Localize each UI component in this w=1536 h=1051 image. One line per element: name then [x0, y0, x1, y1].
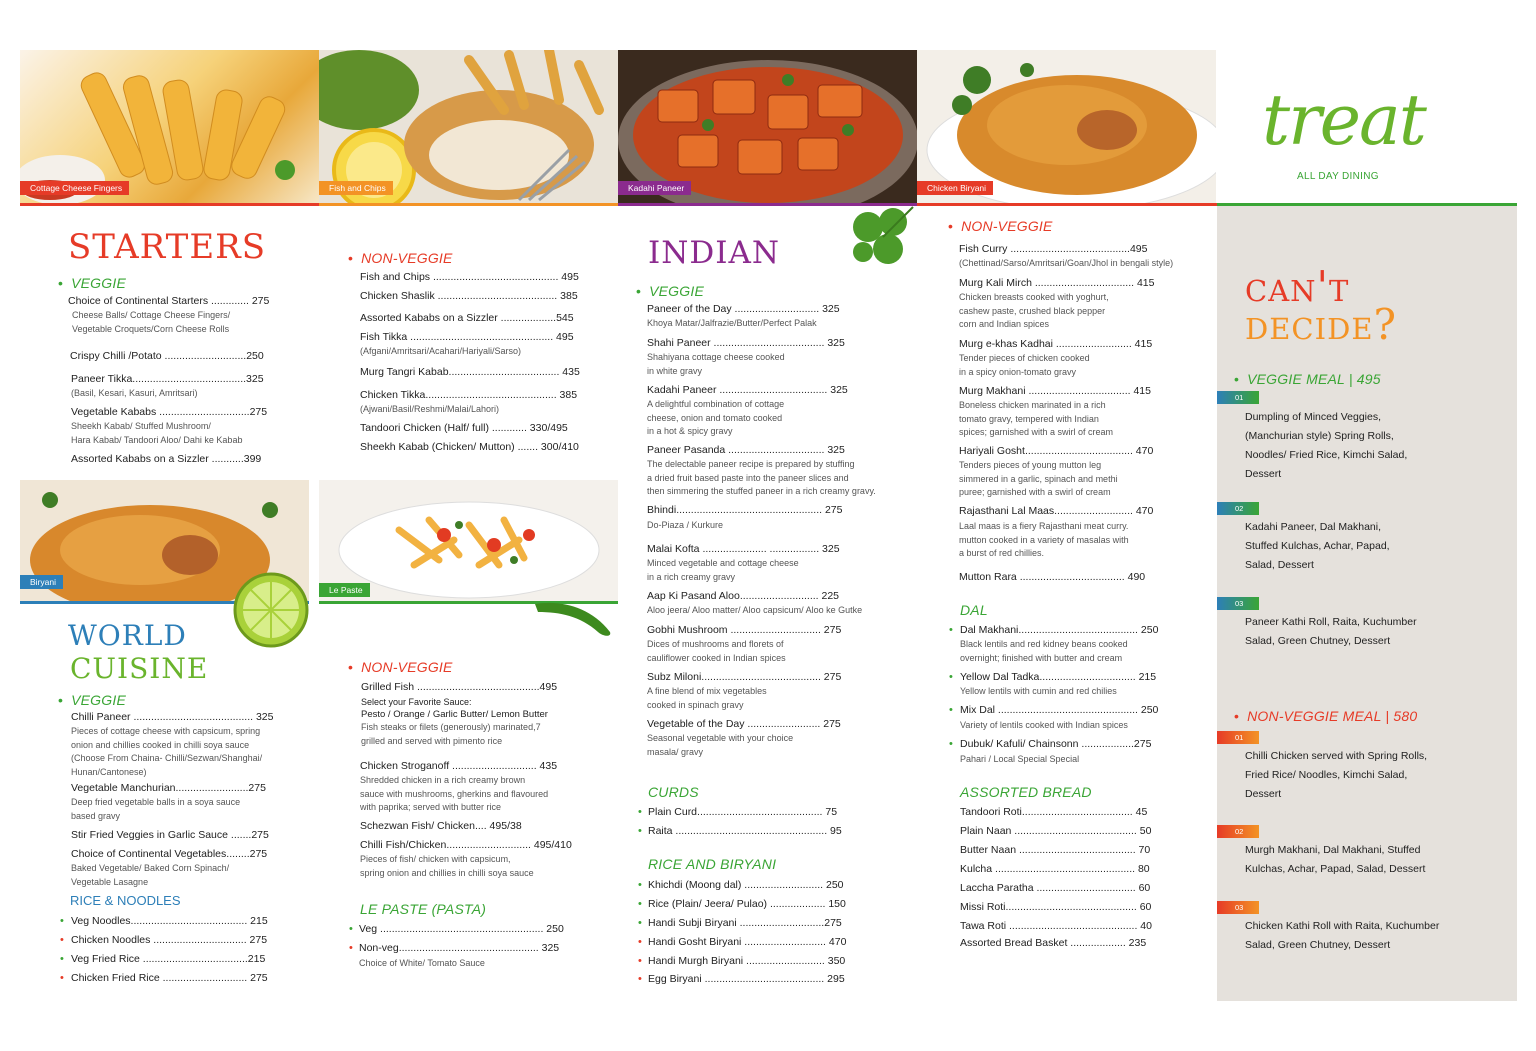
dal-title: DAL [960, 602, 988, 618]
color-bar [917, 203, 1217, 206]
menu-item: Egg Biryani ......................................... 295 [648, 973, 845, 985]
menu-item: Veg ........................................................ 250 [359, 923, 564, 935]
bullet: • [1234, 708, 1240, 724]
cant-decide-heading-2: decide? [1245, 300, 1398, 349]
menu-item: Murg Tangri Kabab...................................... 435 [360, 366, 580, 378]
world-nonveg-title [348, 659, 453, 675]
menu-item: Vegetable Kababs ...............................275 [71, 406, 268, 418]
bullet: • [349, 942, 353, 954]
meal-description: Murgh Makhani, Dal Makhani, Stuffed Kulchas, Achar, Papad, Salad, Dessert [1245, 844, 1426, 875]
world-heading-1: world [68, 609, 187, 655]
chilli-decoration [530, 592, 620, 642]
brand-name: treat [1262, 79, 1425, 161]
photo-caption: Cottage Cheese Fingers [20, 181, 129, 195]
bullet: • [638, 879, 642, 891]
color-bar [20, 203, 319, 206]
menu-item: Veg Fried Rice ....................................215 [71, 953, 266, 965]
menu-item-desc: Do-Piaza / Kurkure [647, 520, 724, 530]
bullet: • [949, 704, 953, 716]
meal-number: 01 [1217, 391, 1259, 404]
menu-item: Tandoori Roti...................................... 45 [960, 806, 1148, 818]
bullet: • [948, 218, 954, 234]
bullet: • [1234, 371, 1240, 387]
menu-item-desc: Aloo jeera/ Aloo matter/ Aloo capsicum/ Aloo ke Gutke [647, 605, 863, 615]
photo-caption: Chicken Biryani [917, 181, 993, 195]
starters-veg-title [58, 275, 126, 291]
meal-number: 03 [1217, 901, 1259, 914]
menu-item-desc: Pieces of fish/ chicken with capsicum, spring onion and chillies in chilli soya sauce [360, 854, 534, 878]
starters-nonveg-title [348, 250, 453, 266]
nonveg-meal-label: NON-VEGGIE MEAL | 580 [1247, 708, 1418, 724]
starters-veg-label: VEGGIE [71, 275, 126, 291]
color-bar [319, 203, 618, 206]
menu-item: Vegetable of the Day ......................... 275 [647, 718, 841, 730]
menu-item: Choice of Continental Starters ............. 275 [68, 295, 270, 307]
photo-cottage-cheese-fingers [20, 50, 319, 203]
photo-caption: Le Paste [319, 583, 370, 597]
menu-item: Paneer Pasanda ................................. 325 [647, 444, 845, 456]
menu-item: Malai Kofta ...................... ................. 325 [647, 543, 840, 555]
menu-item-desc: Baked Vegetable/ Baked Corn Spinach/ Vegetable Lasagne [71, 863, 230, 887]
photo-caption: Kadahi Paneer [618, 181, 691, 195]
menu-item: Mutton Rara .................................... 490 [959, 571, 1146, 583]
starters-heading: starters [68, 214, 267, 270]
menu-item: Gobhi Mushroom ............................... 275 [647, 624, 842, 636]
bullet: • [949, 671, 953, 683]
menu-item: Handi Murgh Biryani ........................... 350 [648, 955, 846, 967]
bullet: • [638, 973, 642, 985]
meal-number: 01 [1217, 731, 1259, 744]
indian-veg-label: VEGGIE [649, 283, 704, 299]
menu-item-desc: (Ajwani/Basil/Reshmi/Malai/Lahori) [360, 404, 500, 414]
menu-item: Paneer Tikka.......................................325 [71, 373, 264, 385]
menu-item: Kadahi Paneer ..................................... 325 [647, 384, 848, 396]
world-nonveg-label: NON-VEGGIE [361, 659, 453, 675]
nonveg-meal-title [1234, 708, 1417, 724]
bullet: • [638, 898, 642, 910]
menu-item-desc: (Afgani/Amritsari/Acahari/Hariyali/Sarso) [360, 346, 522, 356]
veg-meal-label: VEGGIE MEAL | 495 [1247, 371, 1381, 387]
menu-item: Fish Curry .........................................495 [959, 243, 1148, 255]
menu-item: Choice of Continental Vegetables........275 [71, 848, 268, 860]
menu-item: Subz Miloni......................................... 275 [647, 671, 842, 683]
photo-chicken-biryani [917, 50, 1216, 203]
menu-item-desc: The delectable paneer recipe is prepared by stuffing a dried fruit based paste into the paneer slices and then simmering the stuffed paneer in a rich creamy gravy. [647, 459, 876, 496]
menu-item: Butter Naan ........................................ 70 [960, 844, 1151, 856]
menu-item-desc: Boneless chicken marinated in a rich tomato gravy, tempered with Indian spices; garnished with a swirl of cream [959, 400, 1114, 437]
menu-item: Chicken Fried Rice ............................. 275 [71, 972, 268, 984]
menu-item-desc: Pahari / Local Special Special [960, 754, 1080, 764]
bullet: • [58, 275, 64, 291]
menu-item: Veg Noodles........................................ 215 [71, 915, 268, 927]
menu-item: Stir Fried Veggies in Garlic Sauce .......275 [71, 829, 269, 841]
menu-item: Paneer of the Day ............................. 325 [647, 303, 840, 315]
menu-item-desc: Tenders pieces of young mutton leg simmered in a garlic, spinach and methi puree; garnished with a swirl of cream [959, 460, 1118, 497]
meal-number: 03 [1217, 597, 1259, 610]
menu-item: Fish Tikka ................................................. 495 [360, 331, 574, 343]
meal-description: Paneer Kathi Roll, Raita, Kuchumber Salad, Green Chutney, Dessert [1245, 616, 1417, 647]
lime-decoration [231, 570, 311, 650]
bullet: • [638, 936, 642, 948]
meal-description: Chilli Chicken served with Spring Rolls, Fried Rice/ Noodles, Kimchi Salad, Dessert [1245, 750, 1428, 800]
menu-item: Chicken Noodles ................................ 275 [71, 934, 268, 946]
menu-item: Murg Kali Mirch .................................. 415 [959, 277, 1155, 289]
photo-caption: Biryani [20, 575, 63, 589]
menu-item-desc: Shredded chicken in a rich creamy brown sauce with mushrooms, gherkins and flavoured with paprika; served with butter rice [360, 775, 549, 812]
menu-item: Grilled Fish ..........................................495 [361, 681, 558, 693]
brand-tagline: ALL DAY DINING [1297, 171, 1379, 182]
bullet: • [949, 624, 953, 636]
meal-description: Dumpling of Minced Veggies, (Manchurian style) Spring Rolls, Noodles/ Fried Rice, Kimchi Salad, Dessert [1245, 411, 1408, 480]
menu-item-desc: Sheekh Kabab/ Stuffed Mushroom/ Hara Kabab/ Tandoori Aloo/ Dahi ke Kabab [71, 421, 243, 445]
menu-item: Yellow Dal Tadka................................. 215 [960, 671, 1157, 683]
world-heading-2: cuisine [70, 642, 209, 688]
menu-item-desc: Seasonal vegetable with your choice masala/ gravy [647, 733, 794, 757]
pasta-title: LE PASTE (PASTA) [360, 901, 487, 917]
bullet: • [638, 825, 642, 837]
menu-item: Chilli Paneer ......................................... 325 [71, 711, 274, 723]
menu-item: Handi Subji Biryani .............................275 [648, 917, 842, 929]
menu-item-desc: Laal maas is a fiery Rajasthani meat curry. mutton cooked in a variety of masalas with a burst of red chillies. [959, 521, 1129, 558]
indian-heading: indian [648, 223, 780, 274]
menu-item: Hariyali Gosht..................................... 470 [959, 445, 1154, 457]
menu-item: Rajasthani Lal Maas........................... 470 [959, 505, 1154, 517]
menu-item: Crispy Chilli /Potato ............................250 [70, 350, 264, 362]
bullet: • [638, 917, 642, 929]
menu-item: Rice (Plain/ Jeera/ Pulao) ................... 150 [648, 898, 846, 910]
indian-veg-title [636, 283, 704, 299]
rice-noodles-title: RICE & NOODLES [70, 893, 181, 908]
photo-caption: Fish and Chips [319, 181, 393, 195]
menu-item: Dubuk/ Kafuli/ Chainsonn ..................275 [960, 738, 1152, 750]
menu-item-desc: A fine blend of mix vegetables cooked in spinach gravy [647, 686, 767, 710]
menu-item: Chicken Shaslik ......................................... 385 [360, 290, 578, 302]
menu-item: Chilli Fish/Chicken............................. 495/410 [360, 839, 572, 851]
meal-description: Kadahi Paneer, Dal Makhani, Stuffed Kulchas, Achar, Papad, Salad, Dessert [1245, 521, 1390, 571]
bullet: • [638, 806, 642, 818]
menu-item-desc: Fish steaks or filets (generously) marinated,7 grilled and served with pimento rice [361, 722, 541, 746]
bullet: • [58, 692, 64, 708]
menu-item-desc: Chicken breasts cooked with yoghurt, cashew paste, crushed black pepper corn and Indian spices [959, 292, 1109, 329]
menu-item: Assorted Bread Basket ................... 235 [960, 937, 1147, 949]
menu-item-desc: Yellow lentils with cumin and red chilies [960, 686, 1117, 696]
meal-number: 02 [1217, 825, 1259, 838]
menu-item-desc: Khoya Matar/Jalfrazie/Butter/Perfect Palak [647, 318, 817, 328]
bullet: • [60, 953, 64, 965]
photo-fish-and-chips [319, 50, 618, 203]
menu-item: Murg Makhani ................................... 415 [959, 385, 1151, 397]
bullet: • [60, 915, 64, 927]
curds-title: CURDS [648, 784, 699, 800]
menu-item-desc: Variety of lentils cooked with Indian spices [960, 720, 1128, 730]
menu-item: Fish and Chips ........................................... 495 [360, 271, 579, 283]
menu-item-desc: Deep fried vegetable balls in a soya sauce based gravy [71, 797, 241, 821]
bullet: • [349, 923, 353, 935]
menu-item: Dal Makhani......................................... 250 [960, 624, 1159, 636]
menu-item: Plain Curd........................................... 75 [648, 806, 838, 818]
veg-meal-title [1234, 371, 1381, 387]
menu-item-desc: Dices of mushrooms and florets of cauliflower cooked in Indian spices [647, 639, 786, 663]
menu-item: Laccha Paratha .................................. 60 [960, 882, 1151, 894]
menu-item-desc: Black lentils and red kidney beans cooked overnight; finished with butter and cream [960, 639, 1128, 663]
menu-item: Kulcha ................................................ 80 [960, 863, 1150, 875]
menu-item: Pesto / Orange / Garlic Butter/ Lemon Butter [361, 709, 548, 720]
indian-nonveg-title [948, 218, 1053, 234]
menu-item: Mix Dal ................................................ 250 [960, 704, 1159, 716]
menu-item: Murg e-khas Kadhai .......................... 415 [959, 338, 1153, 350]
menu-item: Khichdi (Moong dal) ........................... 250 [648, 879, 844, 891]
meal-number: 02 [1217, 502, 1259, 515]
cant-decide-heading-1: can't [1245, 262, 1350, 311]
menu-item: Raita .................................................... 95 [648, 825, 842, 837]
menu-item: Assorted Kababs on a Sizzler ...........399 [71, 453, 262, 465]
indian-nonveg-label: NON-VEGGIE [961, 218, 1053, 234]
meal-description: Chicken Kathi Roll with Raita, Kuchumber Salad, Green Chutney, Dessert [1245, 920, 1440, 951]
rice-biryani-title: RICE AND BIRYANI [648, 856, 777, 872]
menu-item: Schezwan Fish/ Chicken.... 495/38 [360, 820, 522, 832]
menu-item-desc: Choice of White/ Tomato Sauce [359, 958, 485, 968]
bread-title: ASSORTED BREAD [960, 784, 1092, 800]
coriander-decoration [843, 197, 923, 277]
menu-item: Non-veg................................................ 325 [359, 942, 560, 954]
world-veg-label: VEGGIE [71, 692, 126, 708]
menu-item-desc: Shahiyana cottage cheese cooked in white gravy [647, 352, 785, 376]
menu-item: Chicken Stroganoff ............................. 435 [360, 760, 558, 772]
menu-item-desc: A delightful combination of cottage cheese, onion and tomato cooked in a hot & spicy gravy [647, 399, 785, 436]
menu-item: Chicken Tikka............................................. 385 [360, 389, 578, 401]
brand-logo [1262, 80, 1472, 170]
bullet: • [348, 659, 354, 675]
bullet: • [348, 250, 354, 266]
menu-item-desc: (Basil, Kesari, Kasuri, Amritsari) [71, 388, 198, 398]
bullet: • [60, 934, 64, 946]
bullet: • [638, 955, 642, 967]
menu-item: Vegetable Manchurian.........................275 [71, 782, 266, 794]
menu-item-desc: Pieces of cottage cheese with capsicum, spring onion and chillies cooked in chilli soya sauce (Choose From Chaina- Chilli/Sezwan/Shanghai/ Hunan/Cantonese) [71, 726, 263, 777]
menu-item: Select your Favorite Sauce: [361, 697, 472, 707]
menu-item-desc: Cheese Balls/ Cottage Cheese Fingers/ Vegetable Croquets/Corn Cheese Rolls [72, 310, 231, 334]
menu-item: Tandoori Chicken (Half/ full) ............ 330/495 [360, 422, 568, 434]
menu-item-desc: Minced vegetable and cottage cheese in a rich creamy gravy [647, 558, 799, 582]
menu-item: Missi Roti............................................. 60 [960, 901, 1152, 913]
photo-kadahi-paneer [618, 50, 917, 203]
menu-item: Handi Gosht Biryani ............................ 470 [648, 936, 847, 948]
menu-item: Plain Naan .......................................... 50 [960, 825, 1152, 837]
menu-item: Assorted Kababs on a Sizzler ...................545 [360, 312, 574, 324]
bullet: • [636, 283, 642, 299]
menu-item: Shahi Paneer ...................................... 325 [647, 337, 845, 349]
bullet: • [949, 738, 953, 750]
menu-item-desc: Tender pieces of chicken cooked in a spicy onion-tomato gravy [959, 353, 1090, 377]
world-veg-title [58, 692, 126, 708]
menu-item: Tawa Roti ............................................ 40 [960, 920, 1152, 932]
menu-item: Sheekh Kabab (Chicken/ Mutton) ....... 300/410 [360, 441, 579, 453]
menu-item: Aap Ki Pasand Aloo........................... 225 [647, 590, 840, 602]
bullet: • [60, 972, 64, 984]
menu-item: Bhindi.................................................. 275 [647, 504, 843, 516]
menu-item-desc: (Chettinad/Sarso/Amritsari/Goan/Jhol in bengali style) [959, 258, 1174, 268]
photo-le-paste [319, 480, 618, 601]
starters-nonveg-label: NON-VEGGIE [361, 250, 453, 266]
